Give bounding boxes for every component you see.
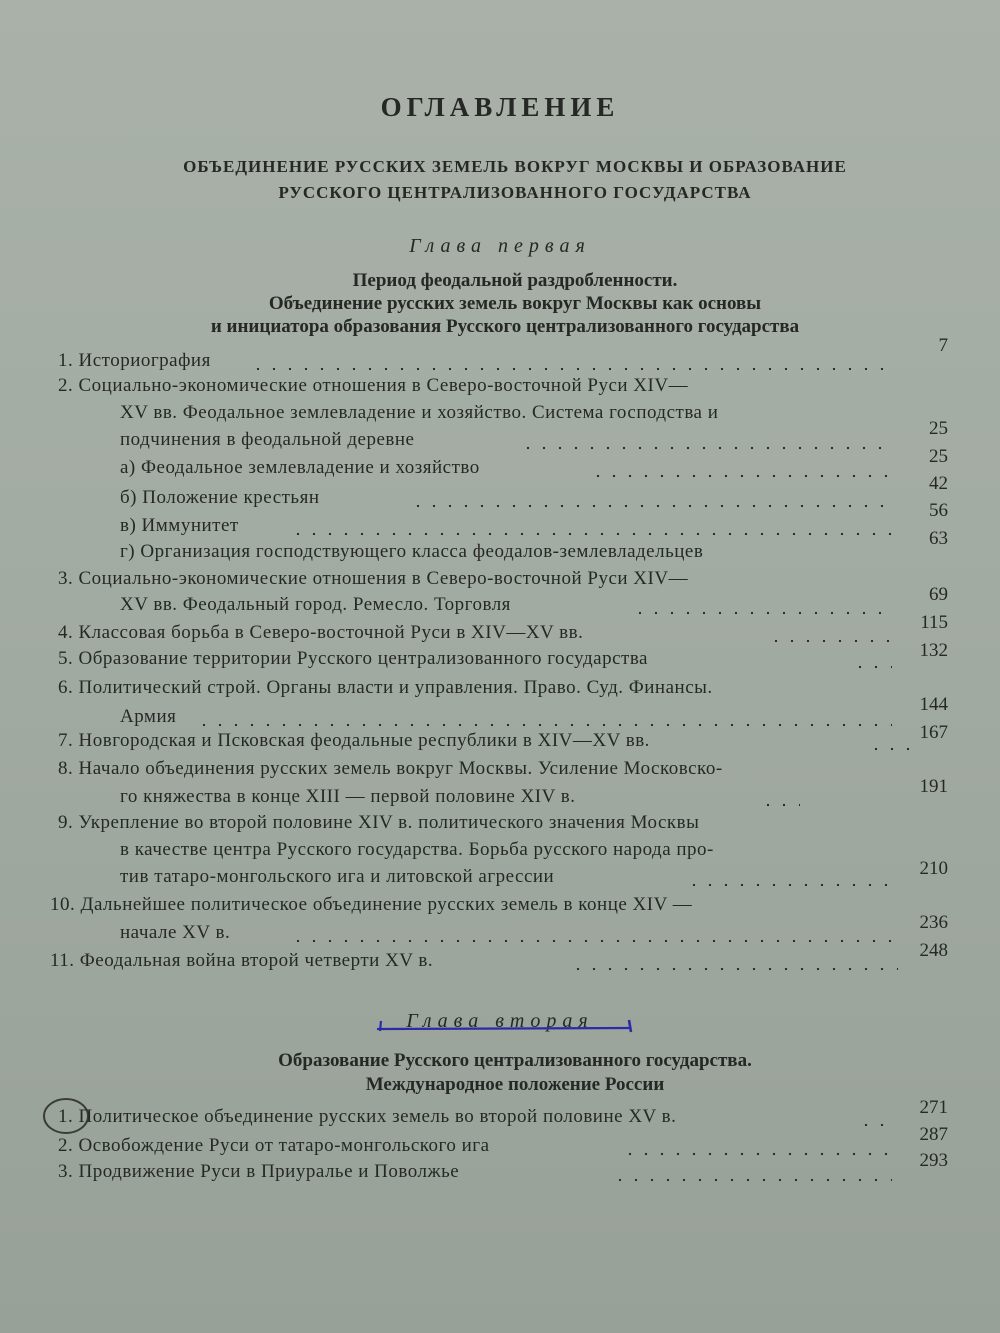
chapter-1-entry-15-line-1: 11. Феодальная война второй четверти XV в. <box>50 950 434 971</box>
chapter-1-entry-4-leader-dots <box>410 504 892 508</box>
page-title: ОГЛАВЛЕНИЕ <box>380 92 620 122</box>
chapter-1-entry-11-leader-dots <box>868 747 912 751</box>
chapter-1-entry-13-line-3: тив татаро-монгольского ига и литовской агрессии <box>120 866 555 887</box>
part-title-line-1: ОБЪЕДИНЕНИЕ РУССКИХ ЗЕМЕЛЬ ВОКРУГ МОСКВЫ И ОБРАЗОВАНИЕ <box>183 157 847 176</box>
chapter-1-entry-7-leader-dots <box>632 611 892 615</box>
chapter-1-entry-5-leader-dots <box>290 532 892 536</box>
chapter-1-title-line-1: Период феодальной раздробленности. <box>352 270 678 291</box>
chapter-1-entry-1-line-1: 1. Историография <box>58 350 211 371</box>
chapter-1-entry-4-page-number: 42 <box>929 473 948 494</box>
chapter-1-title-line-2: Объединение русских земель вокруг Москвы как основы <box>268 293 762 314</box>
chapter-1-entry-9-page-number: 132 <box>919 640 948 661</box>
chapter-1-entry-15-leader-dots <box>570 967 898 971</box>
chapter-1-entry-13-page-number: 210 <box>919 858 948 879</box>
part-title-line-2: РУССКОГО ЦЕНТРАЛИЗОВАННОГО ГОСУДАРСТВА <box>278 183 752 202</box>
chapter-1-entry-14-line-1: 10. Дальнейшее политическое объединение русских земель в конце XIV — <box>50 894 693 915</box>
chapter-2-title-line-2: Международное положение России <box>365 1074 665 1095</box>
chapter-2-entry-2-leader-dots <box>622 1152 892 1156</box>
chapter-1-entry-15-page-number: 248 <box>919 940 948 961</box>
chapter-1-entry-14-leader-dots <box>290 939 896 943</box>
chapter-1-entry-5-page-number: 56 <box>929 500 948 521</box>
chapter-1-entry-6-line-1: г) Организация господствующего класса феодалов-землевладельцев <box>120 541 704 562</box>
chapter-1-entry-10-line-1: 6. Политический строй. Органы власти и управления. Право. Суд. Финансы. <box>58 677 713 698</box>
chapter-1-entry-2-page-number: 25 <box>929 418 948 439</box>
chapter-1-label: Глава первая <box>409 235 591 257</box>
chapter-1-entry-11-page-number: 167 <box>919 722 948 743</box>
chapter-1-entry-2-line-1: 2. Социально-экономические отношения в Северо-восточной Руси XIV— <box>58 375 689 396</box>
chapter-1-entry-13-line-1: 9. Укрепление во второй половине XIV в. политического значения Москвы <box>58 812 700 833</box>
chapter-1-entry-11-line-1: 7. Новгородская и Псковская феодальные республики в XIV—XV вв. <box>58 730 650 751</box>
chapter-1-title-line-3: и инициатора образования Русского централизованного государства <box>210 316 800 337</box>
chapter-1-entry-12-line-2: го княжества в конце XIII — первой половине XIV в. <box>120 786 576 807</box>
chapter-1-entry-12-leader-dots <box>760 803 800 807</box>
chapter-1-entry-7-line-2: XV вв. Феодальный город. Ремесло. Торговля <box>120 594 511 615</box>
chapter-1-entry-3-page-number: 25 <box>929 446 948 467</box>
chapter-2-entry-3-page-number: 293 <box>919 1150 948 1171</box>
chapter-2-entry-1-line-1: 1. Политическое объединение русских земель во второй половине XV в. <box>58 1106 677 1127</box>
chapter-1-entry-7-page-number: 69 <box>929 584 948 605</box>
chapter-1-entry-9-line-1: 5. Образование территории Русского централизованного государства <box>58 648 648 669</box>
chapter-2-entry-3-leader-dots <box>612 1178 892 1182</box>
chapter-1-entry-10-line-2: Армия <box>120 706 177 727</box>
chapter-1-entry-7-line-1: 3. Социально-экономические отношения в Северо-восточной Руси XIV— <box>58 568 689 589</box>
chapter-1-entry-5-line-1: в) Иммунитет <box>120 515 239 536</box>
chapter-1-entry-4-line-1: б) Положение крестьян <box>120 487 320 508</box>
chapter-1-entry-13-leader-dots <box>686 883 898 887</box>
chapter-1-entry-8-line-1: 4. Классовая борьба в Северо-восточной Руси в XIV—XV вв. <box>58 622 584 643</box>
chapter-1-entry-12-page-number: 191 <box>919 776 948 797</box>
chapter-2-title-line-1: Образование Русского централизованного государства. <box>278 1050 752 1071</box>
chapter-1-entry-8-leader-dots <box>768 639 892 643</box>
chapter-1-entry-1-leader-dots <box>250 367 892 371</box>
chapter-1-entry-2-line-2: XV вв. Феодальное землевладение и хозяйство. Система господства и <box>120 402 719 423</box>
chapter-2-label: Глава вторая <box>406 1010 594 1032</box>
chapter-1-entry-3-line-1: а) Феодальное землевладение и хозяйство <box>120 457 480 478</box>
chapter-1-entry-12-line-1: 8. Начало объединения русских земель вокруг Москвы. Усиление Московско- <box>58 758 723 779</box>
chapter-1-entry-14-page-number: 236 <box>919 912 948 933</box>
chapter-1-entry-8-page-number: 115 <box>920 612 948 633</box>
chapter-1-entry-10-page-number: 144 <box>919 694 948 715</box>
chapter-1-entry-2-leader-dots <box>520 446 892 450</box>
chapter-1-entry-14-line-2: начале XV в. <box>120 922 231 943</box>
chapter-1-entry-1-page-number: 7 <box>938 335 948 356</box>
chapter-1-entry-13-line-2: в качестве центра Русского государства. Борьба русского народа про- <box>120 839 714 860</box>
chapter-1-entry-3-leader-dots <box>590 474 892 478</box>
chapter-1-entry-6-page-number: 63 <box>929 528 948 549</box>
chapter-1-entry-10-leader-dots <box>196 723 892 727</box>
chapter-1-entry-2-line-3: подчинения в феодальной деревне <box>120 429 415 450</box>
chapter-2-entry-3-line-1: 3. Продвижение Руси в Приуралье и Поволжье <box>58 1161 460 1182</box>
chapter-2-entry-1-page-number: 271 <box>919 1097 948 1118</box>
chapter-1-entry-9-leader-dots <box>852 665 892 669</box>
chapter-2-entry-2-page-number: 287 <box>919 1124 948 1145</box>
chapter-2-entry-1-leader-dots <box>858 1123 892 1127</box>
pen-underline-mark <box>375 1019 637 1033</box>
chapter-2-entry-2-line-1: 2. Освобождение Руси от татаро-монгольского ига <box>58 1135 490 1156</box>
